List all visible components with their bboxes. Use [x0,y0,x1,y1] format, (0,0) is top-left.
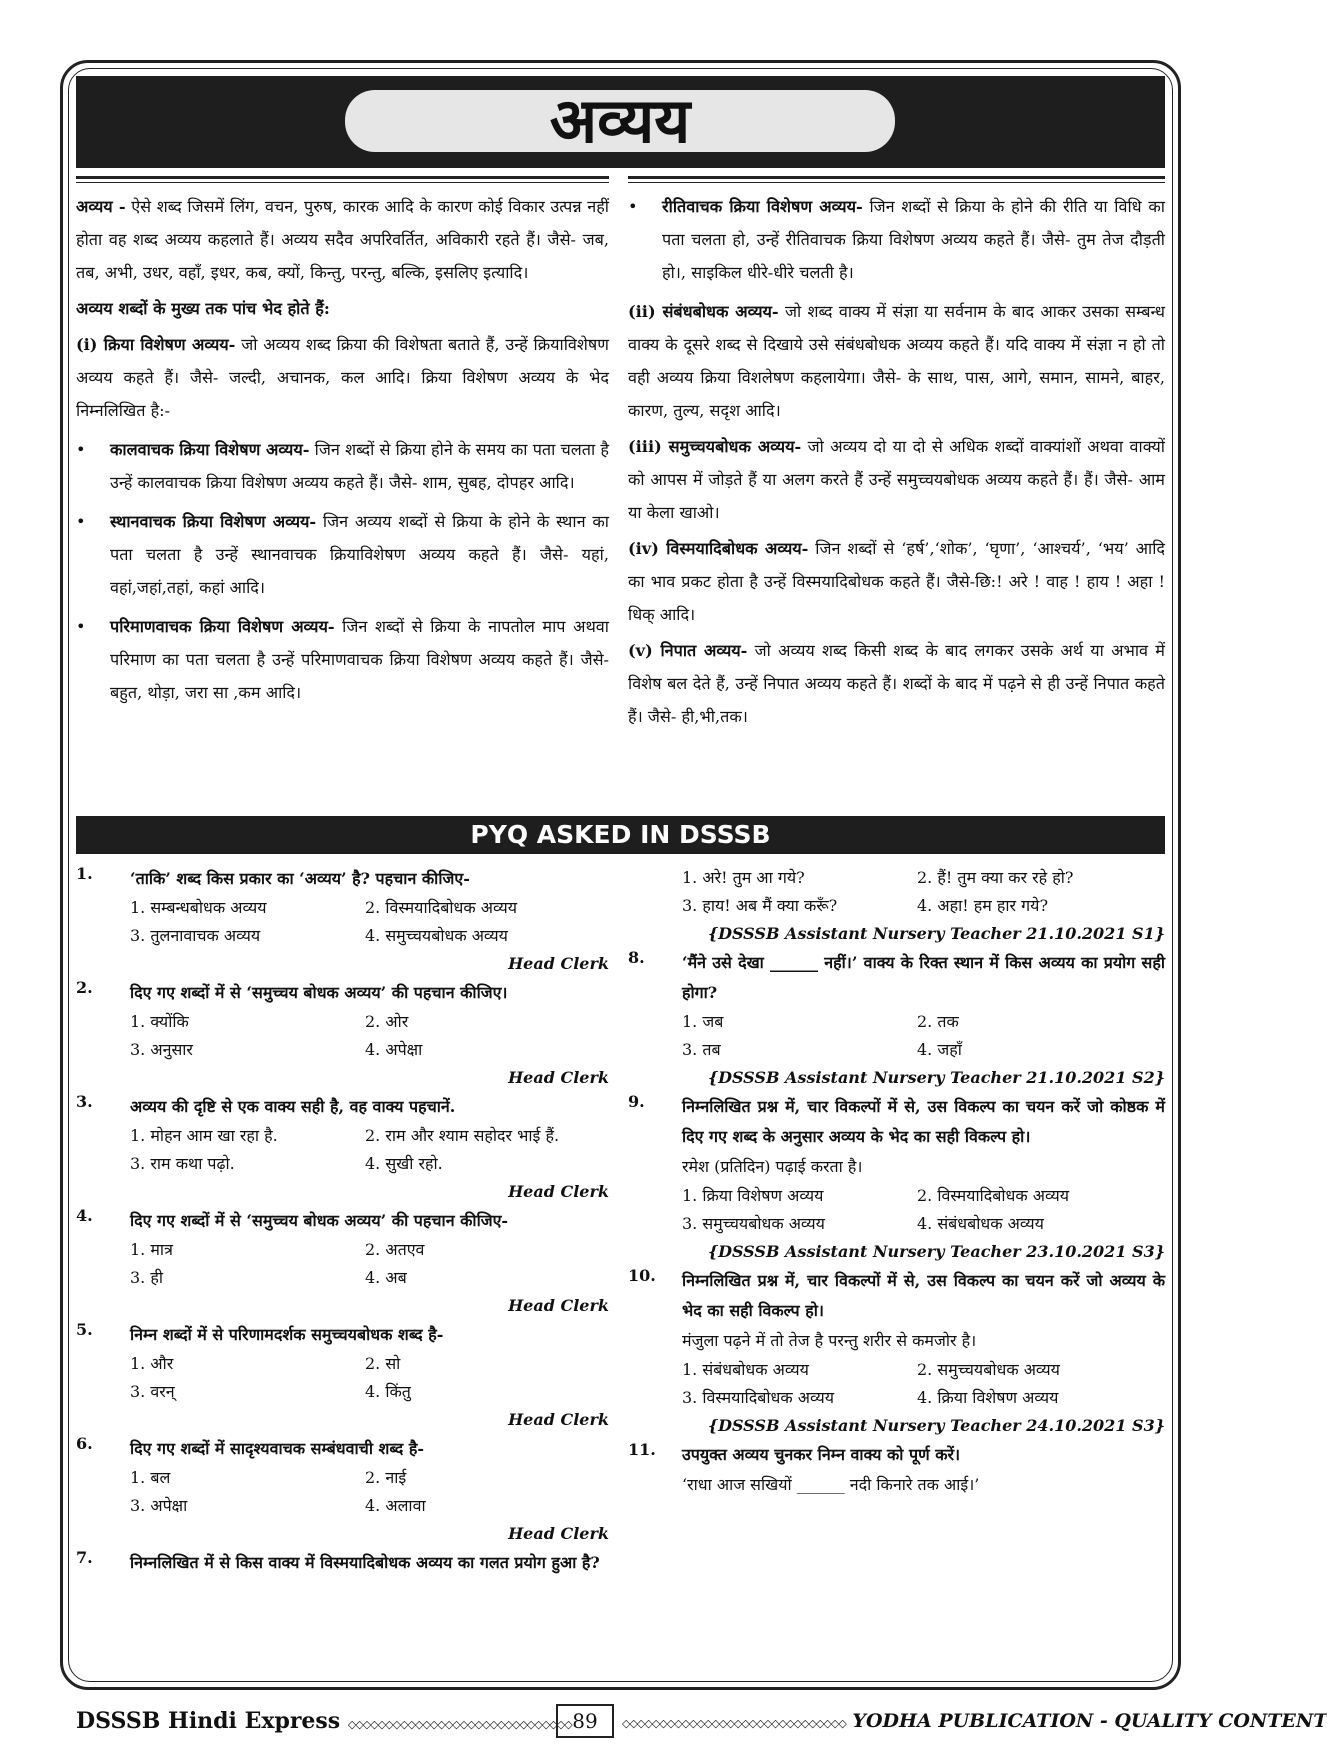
option: 1. मोहन आम खा रहा है. [130,1126,278,1145]
option: 2. हैं! तुम क्या कर रहे हो? [917,868,1074,887]
question-item [628,1266,1165,1440]
option: 3. अपेक्षा [130,1496,188,1515]
option: 3. ही [130,1268,163,1287]
option: 4. अपेक्षा [365,1040,423,1059]
options-grid [130,1464,609,1520]
options-grid [130,1122,609,1178]
vismay-paragraph: (iv) विस्मयादिबोधक अव्यय- जिन शब्दों से ‘हर्ष’,‘शोक’, ‘घृणा’, ‘आश्चर्य’, ‘भय’ आदि का भाव प्रकट होता है उन्हें विस्मयादिबोधक कहते हैं। जैसे-छि:! अरे ! वाह ! हाय ! अहा ! धिक् आदि। [628,539,1165,624]
option: 1. बल [130,1468,171,1487]
option: 1. जब [682,1012,724,1031]
question-source: Head Clerk [508,1524,609,1543]
footer-diamond-divider: ◇◇◇◇◇◇◇◇◇◇◇◇◇◇◇◇◇◇◇◇◇◇◇◇◇◇◇◇◇◇ [347,1718,572,1731]
options-grid [682,864,1165,920]
question-text: अव्यय की दृष्टि से एक वाक्य सही है, वह वाक्य पहचानें. [130,1097,456,1116]
question-text: निम्नलिखित प्रश्न में, चार विकल्पों में से, उस विकल्प का चयन करें जो कोष्ठक में दिए गए शब्द के अनुसार अव्यय के भेद का सही विकल्प हो। [682,1097,1165,1146]
samuchchay-paragraph: (iii) समुच्चयबोधक अव्यय- जो अव्यय दो या दो से अधिक शब्दों वाक्यांशों अथवा वाक्यों को आपस में जोड़ते हैं या अलग करते हैं उन्हें समुच्चयबोधक अव्यय कहते हैं। हैं। जैसे- आम या केला खाओ। [628,437,1165,522]
footer-diamond-divider: ◇◇◇◇◇◇◇◇◇◇◇◇◇◇◇◇◇◇◇◇◇◇◇◇◇◇◇◇◇◇ [622,1717,846,1730]
option: 2. विस्मयादिबोधक अव्यय [917,1186,1069,1205]
option: 4. समुच्चयबोधक अव्यय [365,926,508,945]
question-item [76,864,609,978]
pyq-heading: PYQ ASKED IN DSSSB [76,816,1165,854]
option: 2. ओर [365,1012,409,1031]
option: 2. तक [917,1012,959,1031]
question-item [628,1440,1165,1500]
option: 3. अनुसार [130,1040,193,1059]
question-number: 1. [76,864,93,883]
bullet-icon: • [76,617,86,636]
question-source: Head Clerk [508,954,609,973]
option: 3. राम कथा पढ़ो. [130,1154,235,1173]
questions-left-column [76,864,609,1578]
question-item [76,1548,609,1578]
questions-right-column [628,864,1165,1500]
option: 1. क्रिया विशेषण अव्यय [682,1186,824,1205]
question-sentence: रमेश (प्रतिदिन) पढ़ाई करता है। [682,1157,863,1176]
question-source: Head Clerk [508,1068,609,1087]
option: 3. तुलनावाचक अव्यय [130,926,261,945]
divider-rule [628,182,1165,183]
question-item [628,1092,1165,1266]
divider-rule [628,176,1165,179]
question-source: Head Clerk [508,1410,609,1429]
question-text: दिए गए शब्दों में से ‘समुच्चय बोधक अव्यय’ की पहचान कीजिए। [130,983,508,1002]
question-number: 3. [76,1092,93,1111]
option: 1. संबंधबोधक अव्यय [682,1360,809,1379]
question-item [76,1320,609,1434]
question-number: 8. [628,948,645,967]
bullet-item: • स्थानवाचक क्रिया विशेषण अव्यय- जिन अव्यय शब्दों से क्रिया के होने के स्थान का पता चलता है उन्हें स्थानवाचक क्रियाविशेषण अव्यय कहते हैं। जैसे- यहां, वहां,जहां,तहां, कहां आदि। [76,505,609,604]
bullet-item: • रीतिवाचक क्रिया विशेषण अव्यय- जिन शब्दों से क्रिया के होने की रीति या विधि का पता चलता हो, उन्हें रीतिवाचक क्रिया विशेषण अव्यय कहते हैं। जैसे- तुम तेज दौड़ती हो।, साइकिल धीरे-धीरे चलती है। [628,190,1165,289]
question-item [76,1092,609,1206]
option: 4. किंतु [365,1382,411,1401]
bullet-icon: • [76,440,86,459]
question-item [76,978,609,1092]
page-number: 89 [556,1704,614,1738]
question-sentence: ‘राधा आज सखियों ______ नदी किनारे तक आई।’ [682,1475,980,1494]
question-number: 4. [76,1206,93,1225]
question-text: निम्न शब्दों में से परिणामदर्शक समुच्चयबोधक शब्द है- [130,1325,444,1344]
option: 2. समुच्चयबोधक अव्यय [917,1360,1060,1379]
options-grid [130,1008,609,1064]
option: 2. विस्मयादिबोधक अव्यय [365,898,517,917]
question-source: Head Clerk [508,1182,609,1201]
option: 4. संबंधबोधक अव्यय [917,1214,1044,1233]
question-text: ‘ताकि’ शब्द किस प्रकार का ‘अव्यय’ है? पहचान कीजिए- [130,869,470,888]
option: 1. मात्र [130,1240,173,1259]
question-number: 5. [76,1320,93,1339]
divider-rule [76,182,609,183]
options-grid [682,1182,1165,1238]
question-sentence: मंजुला पढ़ने में तो तेज है परन्तु शरीर से कमजोर है। [682,1331,977,1350]
bullet-item: • परिमाणवाचक क्रिया विशेषण अव्यय- जिन शब्दों से क्रिया के नापतोल माप अथवा परिमाण का पता चलता है उन्हें परिमाणवाचक क्रिया विशेषण अव्यय कहते हैं। जैसे- बहुत, थोड़ा, जरा सा ,कम आदि। [76,610,609,709]
kriya-paragraph: (i) क्रिया विशेषण अव्यय- जो अव्यय शब्द क्रिया की विशेषता बताते हैं, उन्हें क्रियाविशेषण अव्यय कहते हैं। जैसे- जल्दी, अचानक, कल आदि। क्रिया विशेषण अव्यय के भेद निम्नलिखित है:- [76,335,609,420]
option: 2. अतएव [365,1240,425,1259]
bullet-icon: • [76,512,86,531]
options-grid [130,1236,609,1292]
option: 3. हाय! अब मैं क्या करूँ? [682,896,838,915]
question-text: दिए गए शब्दों में सादृश्यवाचक सम्बंधवाची शब्द है- [130,1439,424,1458]
intro-paragraph: अव्यय - ऐसे शब्द जिसमें लिंग, वचन, पुरुष, कारक आदि के कारण कोई विकार उत्पन्न नहीं होता वह शब्द अव्यय कहलाते हैं। अव्यय सदैव अपरिवर्तित, अविकारी रहते हैं। जैसे- जब, तब, अभी, उधर, वहाँ, इधर, कब, क्यों, किन्तु, परन्तु, बल्कि, इसलिए इत्यादि। [76,197,609,282]
divider-rule [76,176,609,179]
question-text: निम्नलिखित में से किस वाक्य में विस्मयादिबोधक अव्यय का गलत प्रयोग हुआ है? [130,1553,600,1572]
footer-book-title: DSSSB Hindi Express ◇◇◇◇◇◇◇◇◇◇◇◇◇◇◇◇◇◇◇◇◇◇◇◇◇◇◇◇◇◇ [76,1708,572,1734]
option: 4. जहाँ [917,1040,962,1059]
question-source: Head Clerk [508,1296,609,1315]
sambandh-paragraph: (ii) संबंधबोधक अव्यय- जो शब्द वाक्य में संज्ञा या सर्वनाम के बाद आकर उसका सम्बन्ध वाक्य के दूसरे शब्द से दिखाये उसे संबंधबोधक अव्यय कहते हैं। यदि वाक्य में संज्ञा न हो तो वही अव्यय क्रिया विशलेषण कहलायेगा। जैसे- के साथ, पास, आगे, समान, सामने, बाहर, कारण, तुल्य, सदृश आदि। [628,302,1165,420]
question-number: 2. [76,978,93,997]
question-text: निम्नलिखित प्रश्न में, चार विकल्पों में से, उस विकल्प का चयन करें जो अव्यय के भेद का सही विकल्प हो। [682,1271,1165,1320]
option: 4. सुखी रहो. [365,1154,443,1173]
question-text: ‘मैंने उसे देखा ______ नहीं।’ वाक्य के रिक्त स्थान में किस अव्यय का प्रयोग सही होगा? [682,953,1165,1002]
option: 3. वरन् [130,1382,175,1401]
options-grid [682,1008,1165,1064]
question-item [628,948,1165,1092]
option: 4. अहा! हम हार गये? [917,896,1049,915]
option: 3. विस्मयादिबोधक अव्यय [682,1388,834,1407]
question-source: {DSSSB Assistant Nursery Teacher 21.10.2021 S1} [707,924,1165,943]
option: 2. सो [365,1354,401,1373]
options-grid [130,1350,609,1406]
question-source: {DSSSB Assistant Nursery Teacher 23.10.2021 S3} [707,1242,1165,1261]
theory-left-column [76,190,609,715]
page-title: अव्यय [345,90,895,152]
question-number: 11. [628,1440,656,1459]
option: 4. अलावा [365,1496,426,1515]
option: 1. सम्बन्धबोधक अव्यय [130,898,267,917]
question-number: 9. [628,1092,645,1111]
options-grid [130,894,609,950]
question-item [628,864,1165,948]
types-heading: अव्यय शब्दों के मुख्य तक पांच भेद होते हैं: [76,299,330,318]
options-grid [682,1356,1165,1412]
option: 4. अब [365,1268,407,1287]
theory-right-column [628,190,1165,736]
question-text: उपयुक्त अव्यय चुनकर निम्न वाक्य को पूर्ण करें। [682,1445,961,1464]
footer-publisher: ◇◇◇◇◇◇◇◇◇◇◇◇◇◇◇◇◇◇◇◇◇◇◇◇◇◇◇◇◇◇ YODHA PUBLICATION - QUALITY CONTENT [622,1710,1327,1732]
option: 2. नाई [365,1468,407,1487]
question-number: 7. [76,1548,93,1567]
question-source: {DSSSB Assistant Nursery Teacher 24.10.2021 S3} [707,1416,1165,1435]
option: 1. और [130,1354,174,1373]
question-number: 10. [628,1266,656,1285]
bullet-icon: • [628,197,638,216]
option: 1. अरे! तुम आ गये? [682,868,805,887]
option: 1. क्योंकि [130,1012,189,1031]
question-text: दिए गए शब्दों में से ‘समुच्चय बोधक अव्यय’ की पहचान कीजिए- [130,1211,509,1230]
option: 3. समुच्चयबोधक अव्यय [682,1214,825,1233]
question-item [76,1434,609,1548]
bullet-item: • कालवाचक क्रिया विशेषण अव्यय- जिन शब्दों से क्रिया होने के समय का पता चलता है उन्हें कालवाचक क्रिया विशेषण अव्यय कहते हैं। जैसे- शाम, सुबह, दोपहर आदि। [76,433,609,499]
question-source: {DSSSB Assistant Nursery Teacher 21.10.2021 S2} [707,1068,1165,1087]
nipat-paragraph: (v) निपात अव्यय- जो अव्यय शब्द किसी शब्द के बाद लगकर उसके अर्थ या अभाव में विशेष बल देते हैं, उन्हें निपात अव्यय कहते हैं। शब्दों के बाद में पढ़ने से ही उन्हें निपात कहते हैं। जैसे- ही,भी,तक। [628,641,1165,726]
option: 4. क्रिया विशेषण अव्यय [917,1388,1059,1407]
option: 2. राम और श्याम सहोदर भाई हैं. [365,1126,560,1145]
question-number: 6. [76,1434,93,1453]
question-item [76,1206,609,1320]
option: 3. तब [682,1040,721,1059]
